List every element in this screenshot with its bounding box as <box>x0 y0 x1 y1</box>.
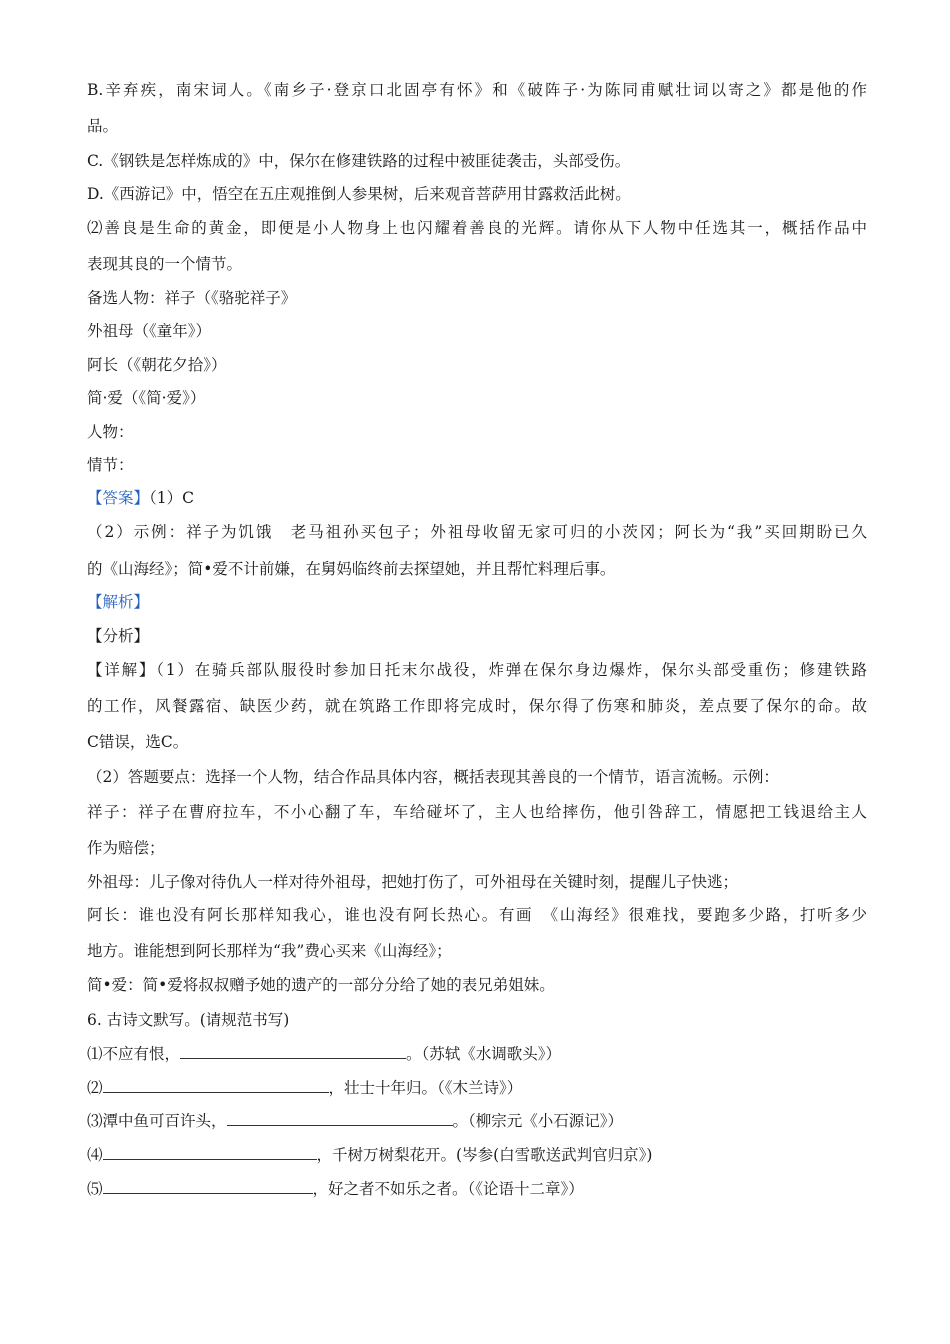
character-field-label: 人物： <box>87 423 134 441</box>
question-2-line-2: 表现其良的一个情节。 <box>87 255 243 273</box>
dictation-2-blank[interactable] <box>103 1077 329 1093</box>
option-c: C.《钢铁是怎样炼成的》中，保尔在修建铁路的过程中被匪徒袭击，头部受伤。 <box>87 152 631 170</box>
dictation-item-4 <box>87 1144 867 1166</box>
dictation-4-suffix: ，千树万树梨花开。(岑参(白雪歌送武判官归京》) <box>316 1146 653 1164</box>
candidate-jane-eyre: 简·爱（《简·爱》） <box>87 389 206 407</box>
detail-line-1 <box>87 659 867 681</box>
detail-line-9: 地方。谁能想到阿长那样为“我”费心买来《山海经》； <box>87 942 452 960</box>
candidate-grandmother: 外祖母（《童年》） <box>87 322 212 340</box>
question-2-line-1: ⑵善良是生命的黄金，即便是小人物身上也闪耀着善良的光辉。请你从下人物中任选其一，概括作品中 <box>87 219 867 237</box>
dictation-4-prefix: ⑷ <box>87 1146 103 1164</box>
detail-line-4: （2）答题要点：选择一个人物，结合作品具体内容，概括表现其善良的一个情节，语言流畅。示例： <box>87 768 779 786</box>
detail-line-8: 阿长：谁也没有阿长那样知我心，谁也没有阿长热心。有画 《山海经》很难找，要跑多少路，打听多少 <box>87 906 867 924</box>
dictation-2-prefix: ⑵ <box>87 1079 103 1097</box>
candidate-achang: 阿长（《朝花夕拾》） <box>87 356 227 374</box>
dictation-item-5 <box>87 1178 867 1200</box>
answer-line-2: （2）示例：祥子为饥饿 老马祖孙买包子；外祖母收留无家可归的小茨冈；阿长为“我”买回期盼已久 <box>87 523 867 541</box>
answer-tag: 【答案】 <box>87 489 150 507</box>
answer-line <box>87 487 867 509</box>
dictation-5-blank[interactable] <box>103 1178 313 1194</box>
detail-line-5: 祥子：祥子在曹府拉车，不小心翻了车，车给碰坏了，主人也给摔伤，他引咎辞工，情愿把工钱退给主人 <box>87 803 867 821</box>
analysis-label: 【分析】 <box>87 627 150 645</box>
detail-tag: 【详解】 <box>87 661 157 679</box>
detail-line-3: C错误，选C。 <box>87 733 189 751</box>
plot-field-label: 情节： <box>87 456 134 474</box>
dictation-3-suffix: 。（柳宗元《小石源记》） <box>452 1112 624 1130</box>
dictation-3-blank[interactable] <box>227 1110 453 1126</box>
option-b-line-1: B.辛弃疾，南宋词人。《南乡子·登京口北固亭有怀》和《破阵子·为陈同甫赋壮词以寄之》都是他的作 <box>87 81 867 99</box>
dictation-item-1 <box>87 1043 867 1065</box>
answer-text: （1）C <box>149 489 194 507</box>
dictation-1-prefix: ⑴不应有恨， <box>87 1045 181 1063</box>
dictation-1-suffix: 。（苏轼《水调歌头》） <box>406 1045 562 1063</box>
option-b-line-2: 品。 <box>87 117 119 135</box>
answer-line-3: 的《山海经》；简•爱不计前嫌，在舅妈临终前去探望她，并且帮忙料理后事。 <box>87 560 616 578</box>
detail-text-1: （1）在骑兵部队服役时参加日托末尔战役，炸弹在保尔身边爆炸，保尔头部受重伤；修建铁路 <box>156 661 867 679</box>
analysis-tag: 【解析】 <box>87 593 150 611</box>
option-d: D.《西游记》中，悟空在五庄观推倒人参果树，后来观音菩萨用甘露救活此树。 <box>87 185 631 203</box>
detail-line-10: 简•爱：简•爱将叔叔赠予她的遗产的一部分分给了她的表兄弟姐妹。 <box>87 976 555 994</box>
dictation-5-suffix: ，好之者不如乐之者。（《论语十二章》） <box>312 1180 584 1198</box>
detail-line-7: 外祖母：儿子像对待仇人一样对待外祖母，把她打伤了，可外祖母在关键时刻，提醒儿子快逃； <box>87 873 739 891</box>
dictation-item-3 <box>87 1110 867 1132</box>
question-6-title: 6. 古诗文默写。(请规范书写) <box>87 1011 290 1029</box>
dictation-5-prefix: ⑸ <box>87 1180 103 1198</box>
dictation-1-blank[interactable] <box>180 1043 406 1059</box>
dictation-3-prefix: ⑶潭中鱼可百许头， <box>87 1112 227 1130</box>
dictation-4-blank[interactable] <box>103 1144 317 1160</box>
detail-line-2: 的工作，风餐露宿、缺医少药，就在筑路工作即将完成时，保尔得了伤寒和肺炎，差点要了保尔的命。故 <box>87 697 867 715</box>
detail-line-6: 作为赔偿； <box>87 839 165 857</box>
candidate-xiangzi: 备选人物：祥子（《骆驼祥子》 <box>87 289 297 307</box>
dictation-item-2 <box>87 1077 867 1099</box>
dictation-2-suffix: ，壮士十年归。（《木兰诗》） <box>328 1079 523 1097</box>
